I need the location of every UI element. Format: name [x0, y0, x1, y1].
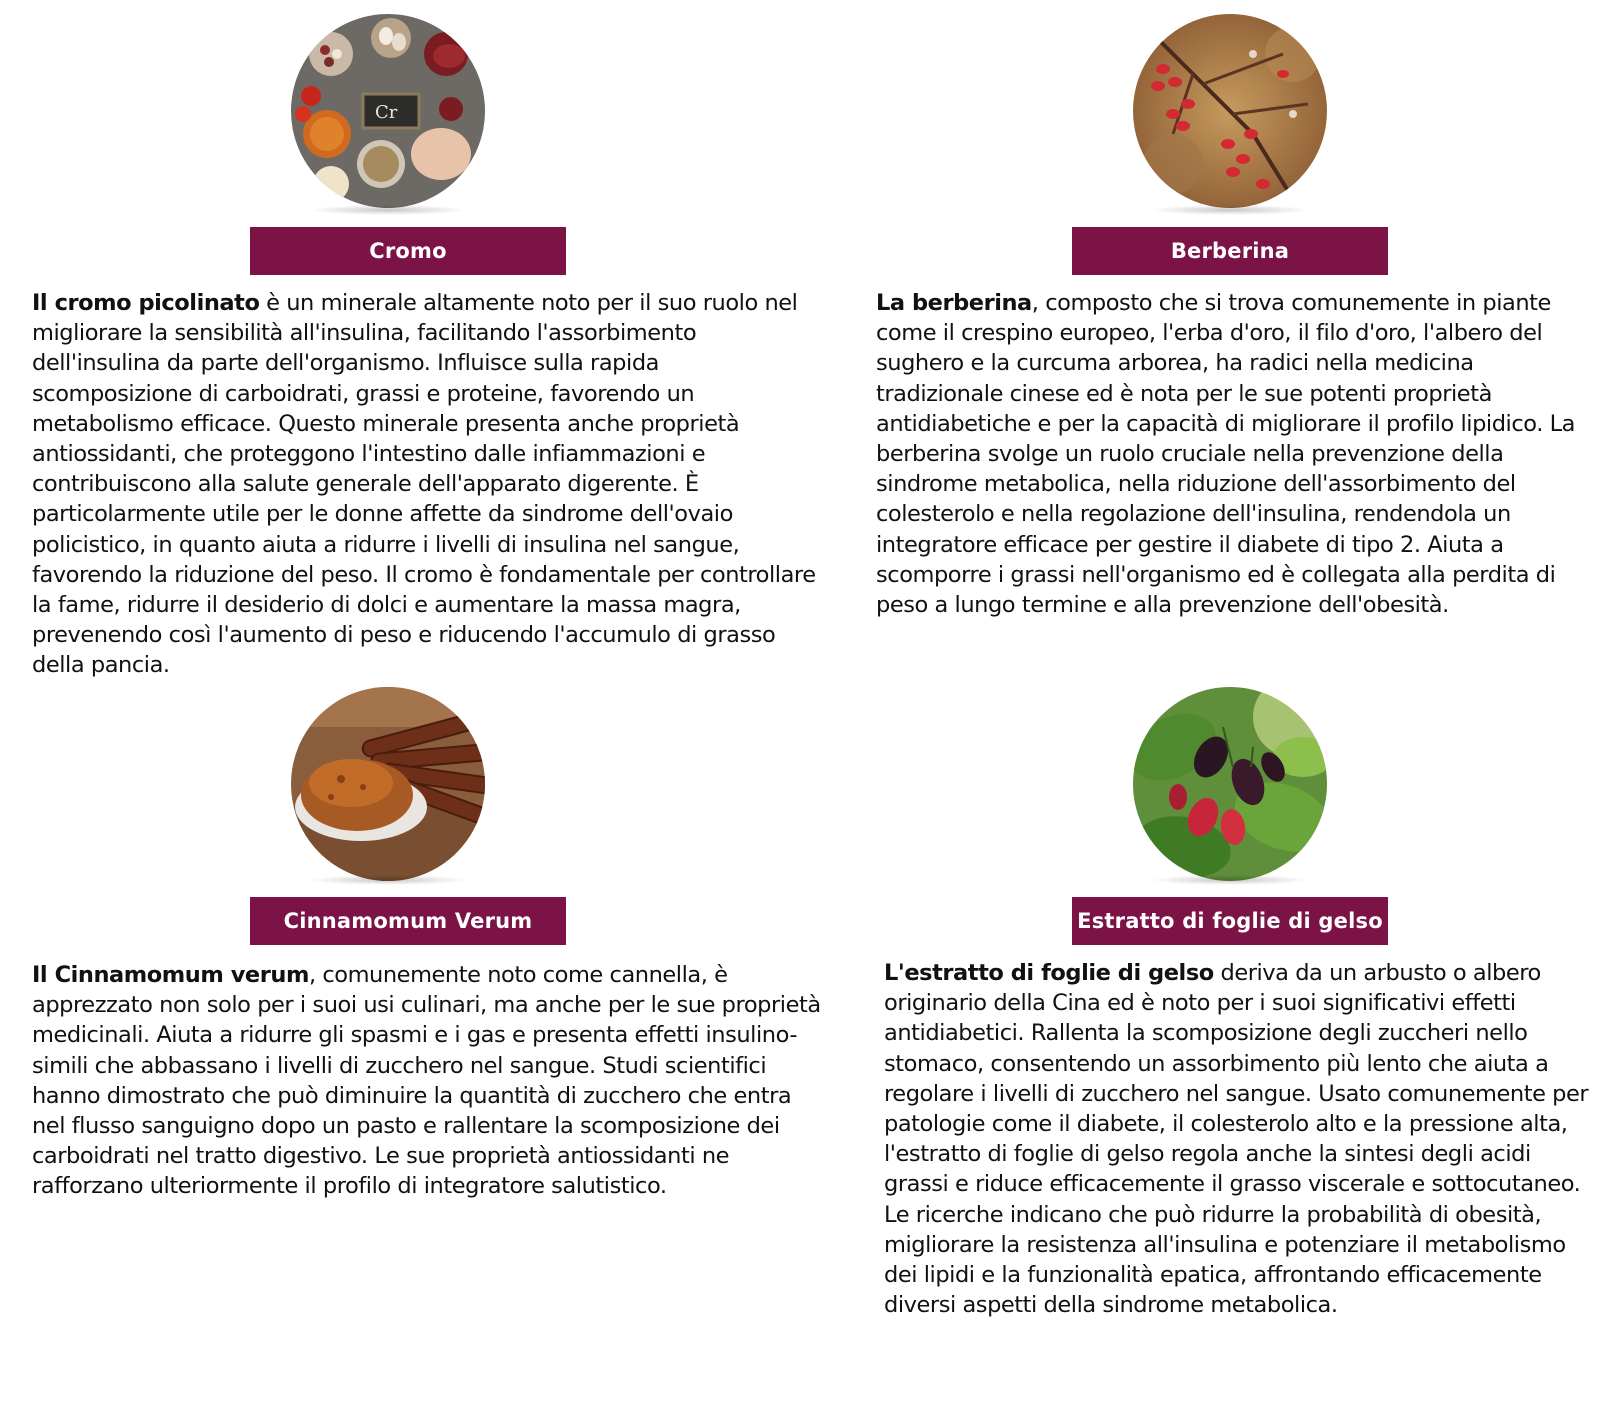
section-text-mulberry: deriva da un arbusto o albero originario della Cina ed è noto per i suoi significativi effetti antidiabetici. Rallenta la scomposizione degli zuccheri nello stomaco, consentendo un assorbimento più lento che aiuta a regolare i livelli di zucchero nel sangue. Usato comunemente per patologie come il diabete, il colesterolo alto e la pressione alta, l'estratto di foglie di gelso regola anche la sintesi degli acidi grassi e riduce efficacemente il grasso viscerale e sottocutaneo. Le ricerche indicano che può ridurre la probabilità di obesità, migliorare la resistenza all'insulina e potenziare il metabolismo dei lipidi e la funzionalità epatica, affrontando efficacemente diversi aspetti della sindrome metabolica.	[884, 960, 1589, 1319]
photo-shadow	[308, 205, 468, 215]
section-body-berberina	[876, 288, 1588, 620]
section-text-berberina: , composto che si trova comunemente in piante come il crespino europeo, l'erba d'oro, il filo d'oro, l'albero del sughero e la curcuma arborea, ha radici nella medicina tradizionale cinese ed è nota per le sue potenti proprietà antidiabetiche e per la capacità di migliorare il profilo lipidico. La berberina svolge un ruolo cruciale nella prevenzione della sindrome metabolica, nella riduzione dell'assorbimento del colesterolo e nella regolazione dell'insulina, rendendola un integratore efficace per gestire il diabete di tipo 2. Aiuta a scomporre i grassi nell'organismo ed è collegata alla perdita di peso a lungo termine e alla prevenzione dell'obesità.	[876, 290, 1576, 619]
photo-shadow	[1150, 875, 1310, 885]
section-title-berberina: Berberina	[1072, 227, 1388, 275]
section-text-cinnamon: , comunemente noto come cannella, è apprezzato non solo per i suoi usi culinari, ma anche per le sue proprietà medicinali. Aiuta a ridurre gli spasmi e i gas e presenta effetti insulino-simili che abbassano i livelli di zucchero nel sangue. Studi scientifici hanno dimostrato che può diminuire la quantità di zucchero che entra nel flusso sanguigno dopo un pasto e rallentare la scomposizione dei carboidrati nel tratto digestivo. Le sue proprietà antiossidanti ne rafforzano ulteriormente il profilo di integratore salutistico.	[32, 962, 821, 1200]
section-body-cinnamon	[32, 960, 824, 1202]
section-text-cromo: è un minerale altamente noto per il suo ruolo nel migliorare la sensibilità all'insulina, facilitando l'assorbimento dell'insulina da parte dell'organismo. Influisce sulla rapida scomposizione di carboidrati, grassi e proteine, favorendo un metabolismo efficace. Questo minerale presenta anche proprietà antiossidanti, che proteggono l'intestino dalle infiammazioni e contribuiscono alla salute generale dell'apparato digerente. È particolarmente utile per le donne affette da sindrome dell'ovaio policistico, in quanto aiuta a ridurre i livelli di insulina nel sangue, favorendo la riduzione del peso. Il cromo è fondamentale per controllare la fame, ridurre il desiderio di dolci e aumentare la massa magra, prevenendo così l'aumento di peso e riducendo l'accumulo di grasso della pancia.	[32, 290, 816, 679]
chromium-foods-photo	[291, 14, 485, 208]
section-lead-mulberry: L'estratto di foglie di gelso	[884, 960, 1214, 986]
section-lead-berberina: La berberina	[876, 290, 1032, 316]
section-lead-cinnamon: Il Cinnamomum verum	[32, 962, 309, 988]
section-body-cromo	[32, 288, 824, 681]
barberry-branch-photo	[1133, 14, 1327, 208]
photo-shadow	[1150, 205, 1310, 215]
section-title-cromo: Cromo	[250, 227, 566, 275]
section-title-mulberry: Estratto di foglie di gelso	[1072, 897, 1388, 945]
cinnamon-photo	[291, 687, 485, 881]
photo-shadow	[308, 875, 468, 885]
svg-text:Cr: Cr	[375, 102, 398, 123]
section-title-cinnamon: Cinnamomum Verum	[250, 897, 566, 945]
section-lead-cromo: Il cromo picolinato	[32, 290, 260, 316]
section-body-mulberry	[884, 958, 1594, 1320]
mulberry-leaves-photo	[1133, 687, 1327, 881]
